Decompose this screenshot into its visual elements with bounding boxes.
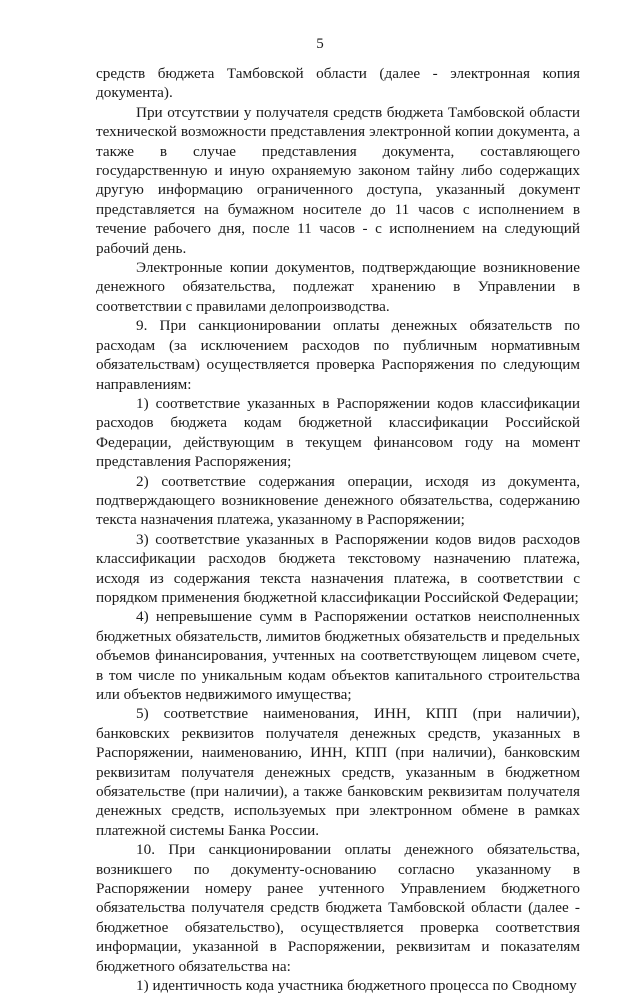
paragraph-item-9-1: 1) соответствие указанных в Распоряжении кодов классификации расходов бюджета кодам бюджетной классификации Российской Федерации, действующим в текущем финансовом году на момент представления Распоряжения; [96, 394, 580, 471]
paragraph-item-10-1: 1) идентичность кода участника бюджетного процесса по Сводному [136, 977, 577, 995]
paragraph-item-10: 10. При санкционировании оплаты денежного обязательства, возникшего по документу-основанию согласно указанному в Распоряжении номеру ранее учтенного Управлением бюджетного обязательства получателя средств бюджета Тамбовской области (далее - бюджетное обязательство), осуществляется проверка соответствия информации, указанной в Распоряжении, реквизитам и показателям бюджетного обязательства на: [96, 841, 580, 975]
paragraph-item-9-3: 3) соответствие указанных в Распоряжении кодов видов расходов классификации расходов бюджета текстовому назначению платежа, исходя из содержания текста назначения платежа, в соответствии с порядком применения бюджетной классификации Российской Федерации; [96, 530, 580, 606]
page-number: 5 [316, 36, 324, 52]
paragraph-item-9-5: 5) соответствие наименования, ИНН, КПП (при наличии), банковских реквизитов получателя денежных средств, указанных в Распоряжении, наименованию, ИНН, КПП (при наличии), банковским реквизитам получателя денежных средств, указанным в бюджетном обязательстве (при наличии), а также банковским реквизитам получателя денежных средств, используемых при электронном обмене в рамках платежной системы Банка России. [96, 705, 580, 839]
paragraph-electronic-copies-storage: Электронные копии документов, подтверждающие возникновение денежного обязательства, подлежат хранению в Управлении в соответствии с правилами делопроизводства. [96, 259, 580, 315]
paragraph-paper-submission: При отсутствии у получателя средств бюджета Тамбовской области технической возможности представления электронной копии документа, а также в случае представления документа, составляющего государственную и иную охраняемую законом тайну либо содержащих другую информацию ограниченного доступа, указанный документ представляется на бумажном носителе до 11 часов с исполнением в течение рабочего дня, после 11 часов - с исполнением на следующий рабочий день. [96, 103, 580, 257]
paragraph-item-9-4: 4) непревышение сумм в Распоряжении остатков неисполненных бюджетных обязательств, лимитов бюджетных обязательств и предельных объемов финансирования, учтенных на соответствующем лицевом счете, в том числе по уникальным кодам объектов капитального строительства или объектов недвижимого имущества; [96, 608, 580, 703]
document-body [96, 64, 580, 996]
paragraph-item-9: 9. При санкционировании оплаты денежных обязательств по расходам (за исключением расходов по публичным нормативным обязательствам) осуществляется проверка Распоряжения по следующим направлениям: [96, 317, 580, 393]
paragraph-continuation: средств бюджета Тамбовской области (далее - электронная копия документа). [96, 65, 580, 102]
paragraph-item-9-2: 2) соответствие содержания операции, исходя из документа, подтверждающего возникновение денежного обязательства, содержанию текста назначения платежа, указанному в Распоряжении; [96, 472, 580, 529]
